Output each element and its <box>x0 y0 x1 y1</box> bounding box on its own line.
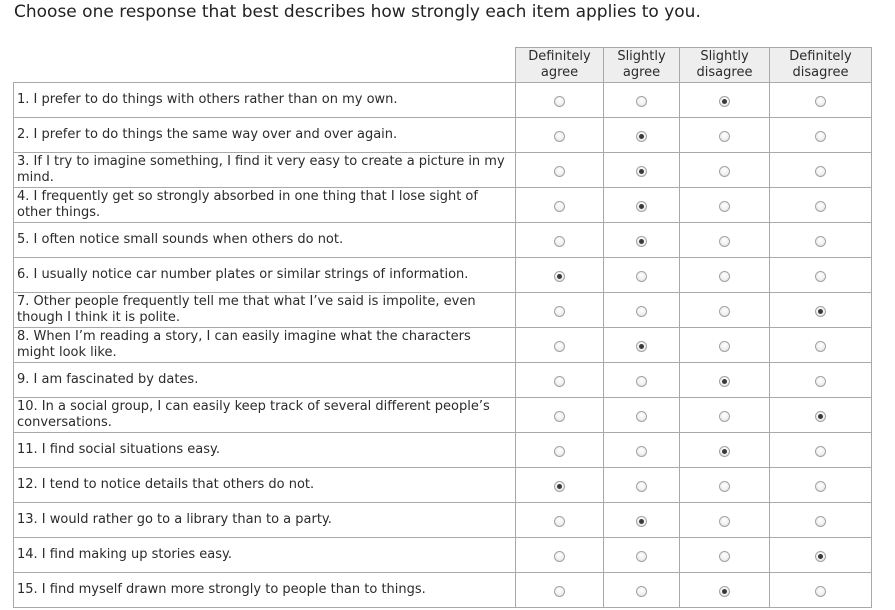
option-cell-slightly-disagree <box>680 363 770 398</box>
option-cell-slightly-agree <box>604 573 680 608</box>
radio-definitely-agree[interactable] <box>554 131 565 142</box>
radio-slightly-agree[interactable] <box>636 481 647 492</box>
radio-definitely-disagree[interactable] <box>815 341 826 352</box>
radio-definitely-disagree[interactable] <box>815 236 826 247</box>
question-row <box>14 223 872 258</box>
radio-slightly-disagree[interactable] <box>719 341 730 352</box>
question-text: 8. When I’m reading a story, I can easily imagine what the characters might look like. <box>14 328 516 363</box>
radio-slightly-disagree[interactable] <box>719 131 730 142</box>
radio-definitely-agree[interactable] <box>554 446 565 457</box>
radio-slightly-disagree[interactable] <box>719 201 730 212</box>
radio-slightly-agree[interactable] <box>636 446 647 457</box>
option-cell-slightly-disagree <box>680 258 770 293</box>
option-cell-definitely-agree <box>516 398 604 433</box>
option-cell-slightly-disagree <box>680 433 770 468</box>
column-header-slightly-disagree: Slightly disagree <box>680 48 770 83</box>
radio-definitely-agree[interactable] <box>554 201 565 212</box>
radio-slightly-agree[interactable] <box>636 96 647 107</box>
radio-slightly-agree[interactable] <box>636 131 647 142</box>
instructions-text: Choose one response that best describes how strongly each item applies to you. <box>14 2 701 22</box>
question-text: 12. I tend to notice details that others do not. <box>14 468 516 503</box>
option-cell-slightly-agree <box>604 188 680 223</box>
question-text: 14. I find making up stories easy. <box>14 538 516 573</box>
option-cell-definitely-disagree <box>770 538 872 573</box>
option-cell-definitely-agree <box>516 258 604 293</box>
radio-slightly-disagree[interactable] <box>719 236 730 247</box>
question-row <box>14 188 872 223</box>
option-cell-definitely-disagree <box>770 328 872 363</box>
radio-definitely-agree[interactable] <box>554 166 565 177</box>
question-text: 5. I often notice small sounds when others do not. <box>14 223 516 258</box>
header-row <box>14 48 872 83</box>
radio-definitely-agree[interactable] <box>554 586 565 597</box>
question-row <box>14 398 872 433</box>
header-blank-cell <box>14 48 516 83</box>
option-cell-slightly-disagree <box>680 538 770 573</box>
radio-slightly-agree[interactable] <box>636 271 647 282</box>
radio-slightly-agree[interactable] <box>636 516 647 527</box>
option-cell-slightly-disagree <box>680 328 770 363</box>
option-cell-slightly-agree <box>604 398 680 433</box>
radio-definitely-agree[interactable] <box>554 236 565 247</box>
question-row <box>14 433 872 468</box>
radio-slightly-agree[interactable] <box>636 586 647 597</box>
question-rows <box>14 83 872 608</box>
radio-definitely-disagree[interactable] <box>815 306 826 317</box>
option-cell-slightly-agree <box>604 293 680 328</box>
radio-definitely-agree[interactable] <box>554 411 565 422</box>
radio-slightly-agree[interactable] <box>636 306 647 317</box>
option-cell-slightly-agree <box>604 503 680 538</box>
radio-definitely-disagree[interactable] <box>815 481 826 492</box>
question-text: 10. In a social group, I can easily keep track of several different people’s conversations. <box>14 398 516 433</box>
option-cell-slightly-disagree <box>680 293 770 328</box>
question-row <box>14 153 872 188</box>
option-cell-definitely-disagree <box>770 118 872 153</box>
question-row <box>14 258 872 293</box>
option-cell-slightly-disagree <box>680 153 770 188</box>
option-cell-definitely-agree <box>516 153 604 188</box>
radio-definitely-disagree[interactable] <box>815 586 826 597</box>
option-cell-slightly-disagree <box>680 503 770 538</box>
option-cell-slightly-disagree <box>680 83 770 118</box>
option-cell-definitely-disagree <box>770 468 872 503</box>
radio-definitely-disagree[interactable] <box>815 516 826 527</box>
question-text: 4. I frequently get so strongly absorbed in one thing that I lose sight of other things. <box>14 188 516 223</box>
option-cell-slightly-agree <box>604 258 680 293</box>
column-header-definitely-agree: Definitely agree <box>516 48 604 83</box>
option-cell-definitely-disagree <box>770 363 872 398</box>
radio-slightly-disagree[interactable] <box>719 516 730 527</box>
question-text: 15. I find myself drawn more strongly to people than to things. <box>14 573 516 608</box>
radio-definitely-agree[interactable] <box>554 481 565 492</box>
option-cell-slightly-disagree <box>680 398 770 433</box>
option-cell-definitely-disagree <box>770 153 872 188</box>
option-cell-slightly-disagree <box>680 468 770 503</box>
question-row <box>14 503 872 538</box>
question-row <box>14 363 872 398</box>
column-header-definitely-disagree: Definitely disagree <box>770 48 872 83</box>
question-row <box>14 538 872 573</box>
radio-slightly-agree[interactable] <box>636 236 647 247</box>
radio-slightly-disagree[interactable] <box>719 446 730 457</box>
radio-definitely-disagree[interactable] <box>815 96 826 107</box>
radio-slightly-disagree[interactable] <box>719 166 730 177</box>
option-cell-slightly-disagree <box>680 188 770 223</box>
option-cell-definitely-agree <box>516 328 604 363</box>
option-cell-definitely-agree <box>516 503 604 538</box>
radio-slightly-agree[interactable] <box>636 201 647 212</box>
radio-slightly-disagree[interactable] <box>719 551 730 562</box>
radio-definitely-disagree[interactable] <box>815 166 826 177</box>
option-cell-definitely-disagree <box>770 433 872 468</box>
option-cell-definitely-agree <box>516 293 604 328</box>
radio-definitely-agree[interactable] <box>554 341 565 352</box>
option-cell-definitely-agree <box>516 363 604 398</box>
radio-definitely-agree[interactable] <box>554 551 565 562</box>
radio-slightly-disagree[interactable] <box>719 481 730 492</box>
radio-slightly-agree[interactable] <box>636 551 647 562</box>
radio-definitely-agree[interactable] <box>554 306 565 317</box>
radio-slightly-disagree[interactable] <box>719 271 730 282</box>
radio-slightly-agree[interactable] <box>636 411 647 422</box>
option-cell-definitely-agree <box>516 223 604 258</box>
radio-definitely-disagree[interactable] <box>815 201 826 212</box>
radio-slightly-agree[interactable] <box>636 166 647 177</box>
question-text: 13. I would rather go to a library than to a party. <box>14 503 516 538</box>
option-cell-definitely-disagree <box>770 293 872 328</box>
radio-slightly-disagree[interactable] <box>719 586 730 597</box>
radio-definitely-disagree[interactable] <box>815 411 826 422</box>
option-cell-slightly-agree <box>604 223 680 258</box>
option-cell-definitely-disagree <box>770 83 872 118</box>
option-cell-definitely-disagree <box>770 188 872 223</box>
option-cell-definitely-disagree <box>770 223 872 258</box>
option-cell-definitely-agree <box>516 433 604 468</box>
option-cell-definitely-agree <box>516 118 604 153</box>
option-cell-definitely-agree <box>516 573 604 608</box>
question-row <box>14 328 872 363</box>
option-cell-definitely-disagree <box>770 258 872 293</box>
radio-definitely-disagree[interactable] <box>815 376 826 387</box>
radio-slightly-agree[interactable] <box>636 341 647 352</box>
radio-slightly-disagree[interactable] <box>719 306 730 317</box>
question-text: 6. I usually notice car number plates or similar strings of information. <box>14 258 516 293</box>
option-cell-slightly-agree <box>604 153 680 188</box>
option-cell-slightly-disagree <box>680 223 770 258</box>
question-row <box>14 118 872 153</box>
column-header-slightly-agree: Slightly agree <box>604 48 680 83</box>
question-row <box>14 83 872 118</box>
option-cell-slightly-agree <box>604 363 680 398</box>
option-cell-slightly-agree <box>604 538 680 573</box>
radio-slightly-disagree[interactable] <box>719 96 730 107</box>
radio-definitely-disagree[interactable] <box>815 551 826 562</box>
option-cell-definitely-disagree <box>770 573 872 608</box>
radio-definitely-disagree[interactable] <box>815 131 826 142</box>
option-cell-slightly-agree <box>604 118 680 153</box>
option-cell-slightly-agree <box>604 328 680 363</box>
question-text: 7. Other people frequently tell me that what I’ve said is impolite, even though I think it is polite. <box>14 293 516 328</box>
option-cell-definitely-agree <box>516 188 604 223</box>
radio-definitely-agree[interactable] <box>554 96 565 107</box>
question-text: 3. If I try to imagine something, I find it very easy to create a picture in my mind. <box>14 153 516 188</box>
option-cell-definitely-agree <box>516 538 604 573</box>
radio-definitely-agree[interactable] <box>554 271 565 282</box>
radio-slightly-agree[interactable] <box>636 376 647 387</box>
radio-definitely-disagree[interactable] <box>815 446 826 457</box>
option-cell-slightly-agree <box>604 83 680 118</box>
radio-definitely-disagree[interactable] <box>815 271 826 282</box>
question-text: 9. I am fascinated by dates. <box>14 363 516 398</box>
question-text: 1. I prefer to do things with others rather than on my own. <box>14 83 516 118</box>
option-cell-definitely-agree <box>516 468 604 503</box>
radio-definitely-agree[interactable] <box>554 376 565 387</box>
option-cell-definitely-disagree <box>770 503 872 538</box>
option-cell-slightly-agree <box>604 468 680 503</box>
option-cell-slightly-disagree <box>680 118 770 153</box>
question-row <box>14 293 872 328</box>
radio-slightly-disagree[interactable] <box>719 376 730 387</box>
question-text: 11. I find social situations easy. <box>14 433 516 468</box>
option-cell-slightly-agree <box>604 433 680 468</box>
radio-definitely-agree[interactable] <box>554 516 565 527</box>
questionnaire-table <box>13 47 872 608</box>
option-cell-slightly-disagree <box>680 573 770 608</box>
radio-slightly-disagree[interactable] <box>719 411 730 422</box>
question-text: 2. I prefer to do things the same way over and over again. <box>14 118 516 153</box>
option-cell-definitely-agree <box>516 83 604 118</box>
question-row <box>14 573 872 608</box>
option-cell-definitely-disagree <box>770 398 872 433</box>
question-row <box>14 468 872 503</box>
